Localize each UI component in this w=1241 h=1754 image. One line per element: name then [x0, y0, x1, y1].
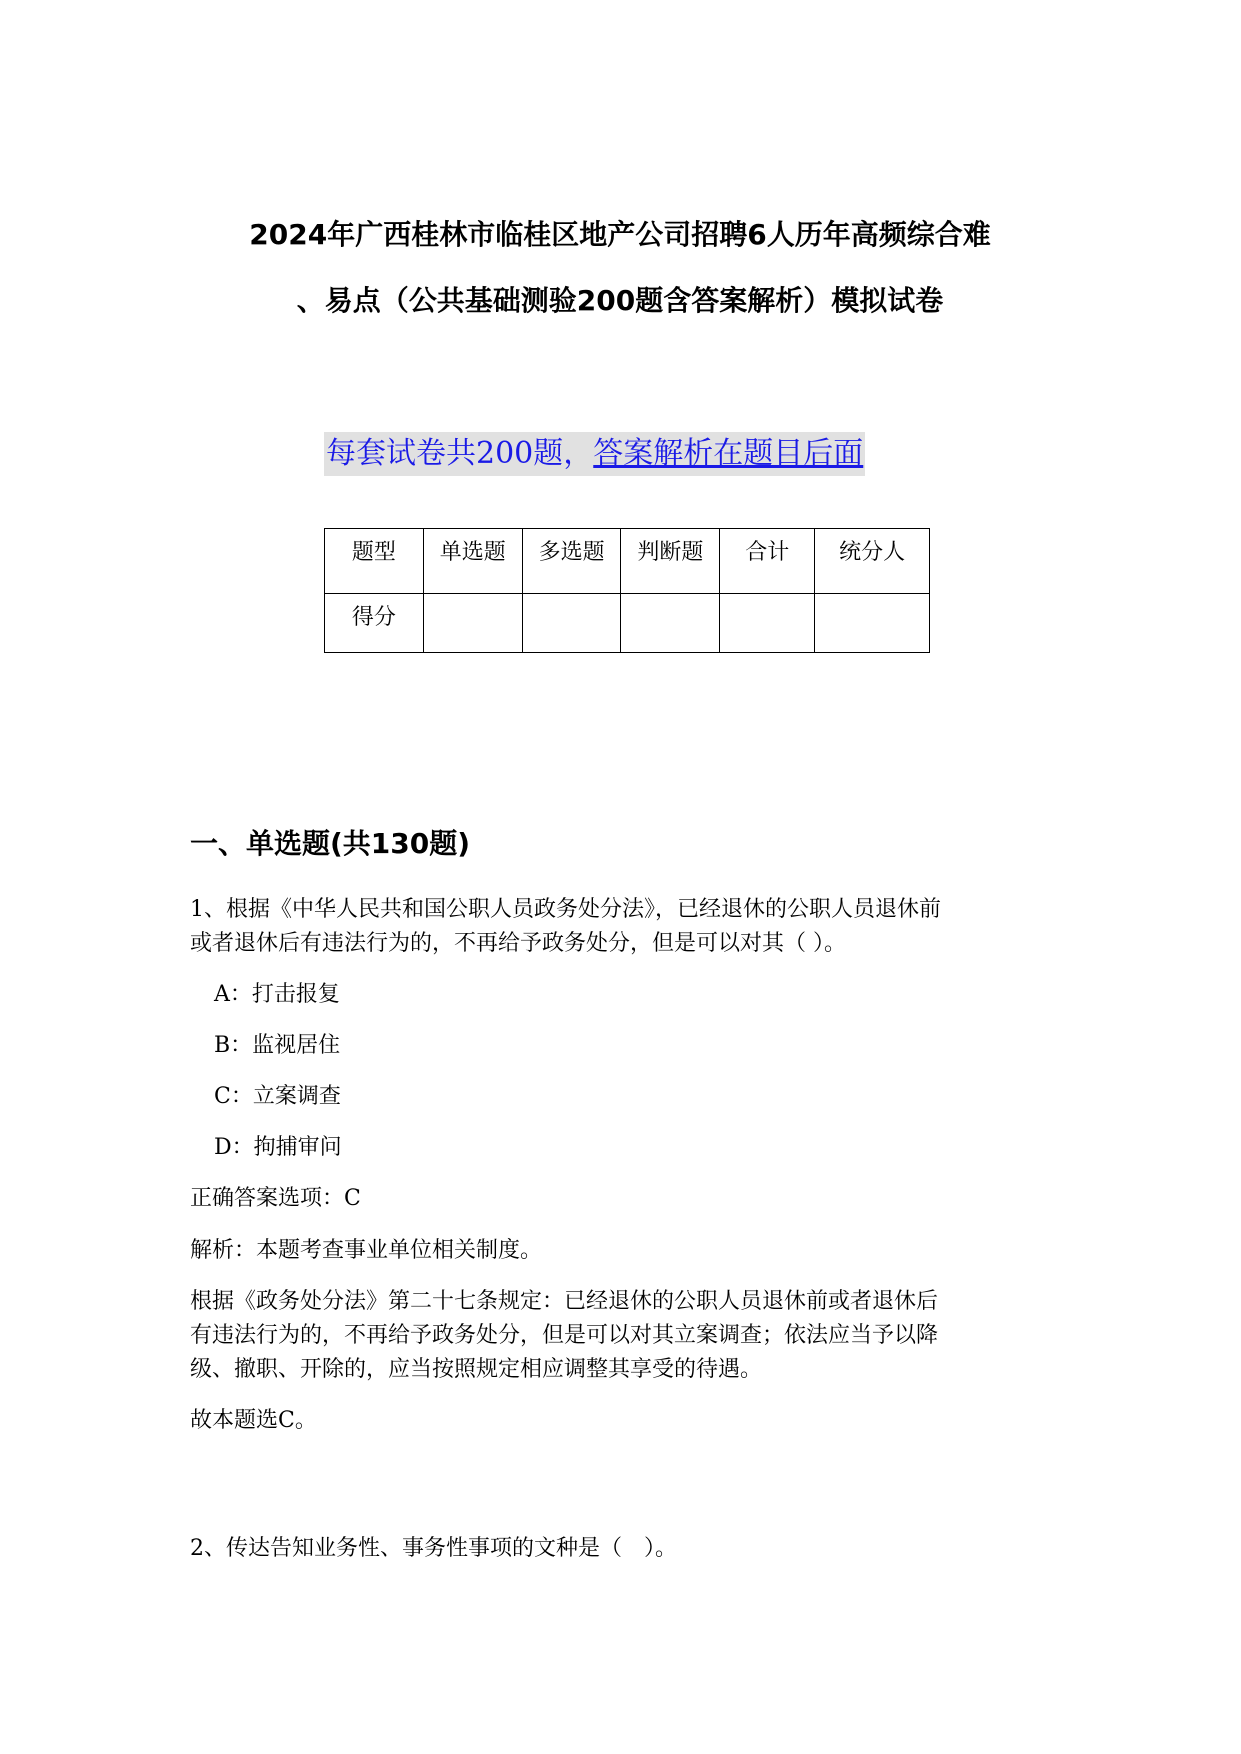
score-table-header-multi: 多选题 [522, 529, 621, 594]
score-cell-grader [815, 594, 930, 653]
question-2-stem: 2、传达告知业务性、事务性事项的文种是（ ）。 [190, 1536, 677, 1561]
score-table-header-total: 合计 [720, 529, 815, 594]
exam-title-line-1: 2024年广西桂林市临桂区地产公司招聘6人历年高频综合难 [249, 218, 991, 251]
score-cell-multi [522, 594, 621, 653]
question-1-stem-line-2: 或者退休后有违法行为的，不再给予政务处分，但是可以对其（ ）。 [190, 931, 846, 956]
question-1-option-d: D：拘捕审问 [214, 1135, 342, 1160]
question-1-stem-line-1: 1、根据《中华人民共和国公职人员政务处分法》，已经退休的公职人员退休前 [190, 897, 941, 922]
question-1-detail-line-2: 有违法行为的，不再给予政务处分，但是可以对其立案调查；依法应当予以降 [190, 1323, 939, 1348]
score-table-row-label: 得分 [325, 594, 424, 653]
question-1-detail-line-3: 级、撤职、开除的，应当按照规定相应调整其享受的待遇。 [190, 1357, 763, 1382]
score-table-header-single: 单选题 [423, 529, 522, 594]
score-cell-total [720, 594, 815, 653]
score-table-header-grader: 统分人 [815, 529, 930, 594]
question-1-analysis: 解析：本题考查事业单位相关制度。 [190, 1238, 543, 1263]
score-table-score-row [325, 594, 930, 653]
exam-title-line-2: 、易点（公共基础测验200题含答案解析）模拟试卷 [296, 284, 944, 317]
question-1-option-a: A：打击报复 [214, 982, 340, 1007]
score-table-header-type: 题型 [325, 529, 424, 594]
notice-banner [324, 432, 865, 476]
score-table [324, 528, 930, 653]
question-1-option-b: B：监视居住 [214, 1033, 341, 1058]
question-1-detail-line-1: 根据《政务处分法》第二十七条规定：已经退休的公职人员退休前或者退休后 [190, 1289, 939, 1314]
question-1-option-c: C：立案调查 [214, 1084, 341, 1109]
question-1-conclusion: 故本题选C。 [190, 1408, 317, 1433]
notice-link[interactable]: 答案解析在题目后面 [593, 436, 864, 471]
notice-text: 每套试卷共200题， [326, 436, 594, 471]
score-cell-judge [621, 594, 720, 653]
score-table-header-judge: 判断题 [621, 529, 720, 594]
score-cell-single [423, 594, 522, 653]
section-heading: 一、单选题(共130题) [190, 827, 471, 860]
score-table-header-row [325, 529, 930, 594]
question-1-answer: 正确答案选项：C [190, 1186, 361, 1211]
